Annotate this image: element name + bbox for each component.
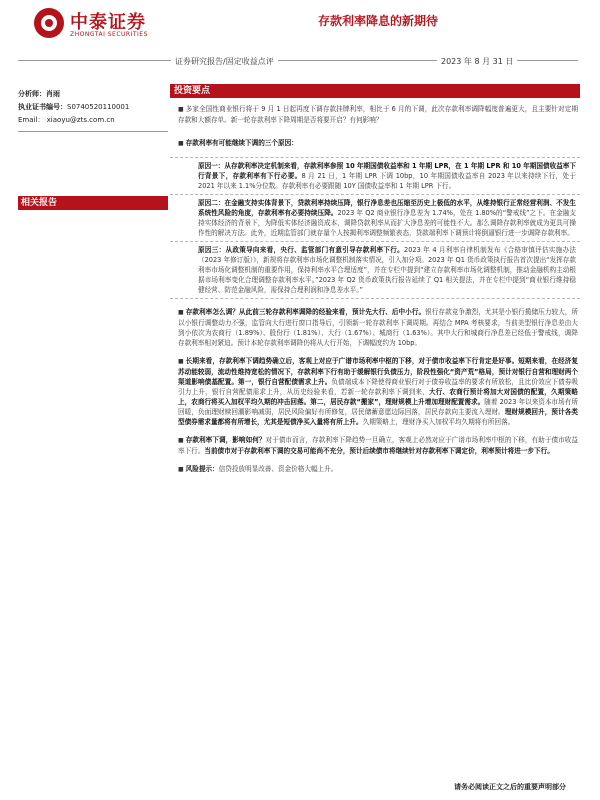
license-label: 执业证书编号： [18, 103, 67, 111]
intro-paragraph: ■ 多家全国性商业银行将于 9 月 1 日起再度下调存款挂牌利率，相比于 6 月的下调，此次存款利率调降幅度普遍更大，且主要针对定期存款和大额存单。新一轮存款利率下降周期是否将要开启？有何影响？ [178, 105, 578, 124]
reason-three-box [170, 242, 580, 299]
related-reports-header: 相关报告 [18, 196, 168, 210]
main-content [170, 84, 580, 475]
question-reasons: ■ 存款利率有可能继续下调的三个原因： [178, 139, 298, 147]
sidebar-divider [18, 131, 168, 132]
analyst-label: 分析师： [18, 90, 46, 98]
section-header: 投资要点 [170, 84, 580, 98]
email-label: Email： [18, 116, 45, 124]
how-to-adjust-paragraph: ■ 存款利率怎么调？从此前三轮存款利率调降的经验来看，预计先大行、后中小行。银行存款竞争激烈，尤其是小银行揽储压力较大，所以小银行调整动力不强，监管向大行进行窗口指导后，引领新一轮存款利率下调周期。再结合 MPA 考核要求，当前美型银行净息差由大到小依次为农商行（1.89%）、股份行（1.81%）、大行（1.67%）、城商行（1.63%）。其中大行和城商行净息差已经低于警戒线，调降存款利率相对紧迫。预计本轮存款利率调降仍将从大行开始，下调幅度约为 10bp。 [178, 308, 579, 347]
reason-two-text: 2023 年 Q2 商业银行净息差为 1.74%，处在 1.80%的“警戒线”之下。在金融支持实体经济的背景下，为降低实体经济融资成本，调降贷款利率从而扩大净息差的可能性不大。那么调降存款利率就成为更具可操作性的解决方法。此外，近期监管部门就存量个人按揭利率调整频繁表态，贷款端利率下调预计将倒逼银行进一步调降存款利率。 [198, 209, 577, 237]
email-address[interactable]: xiaoyu@zts.com.cn [46, 116, 115, 124]
logo-emblem-icon [34, 8, 64, 38]
report-date: 2023 年 8 月 31 日 [437, 56, 517, 67]
risk-paragraph: ■ 风险提示：信贷投放明显改善、资金价格大幅上升。 [178, 465, 338, 473]
reason-three-label: 原因三： [198, 246, 226, 254]
reason-two-box [170, 195, 580, 242]
impact-paragraph: ■ 存款利率下调，影响如何？对于债市而言，存款利率下降趋势一旦确立，客观上必然对应于广谱市场利率中枢的下移，有助于债市收益率下行。当前债市对于存款利率下调的交易可能尚不充分，预计后续债市将继续针对存款利率下调定价，利率预计将进一步下行。 [178, 436, 579, 455]
footer-disclaimer: 请务必阅读正文之后的重要声明部分 [454, 783, 566, 791]
company-logo [34, 8, 164, 44]
page-header [0, 0, 600, 62]
reason-three-bold: 从政策导向来看，央行、监管部门有意引导存款利率下行。 [225, 246, 404, 254]
bullet-icon: ■ [178, 437, 184, 444]
reason-two-label: 原因二： [198, 199, 225, 207]
reason-two-bold: 在金融支持实体背景下，贷款利率持续压降，银行净息差也压缩至历史上极低的水平，从维持银行正常经营利润、不发生系统性风险的角度，存款利率有必要持续压降。 [198, 199, 576, 217]
email-row [18, 114, 168, 127]
document-title: 存款利率降息的新期待 [318, 14, 439, 28]
reason-one-bold: 从存款利率决定机制来看，存款利率参照 10 年期国债收益率和 1 年期 LPR，在 1 年期 LPR 和 10 年期国债收益率下行背景下，存款利率有下行必要。 [198, 162, 576, 180]
bullet-icon: ■ [178, 309, 184, 316]
report-type: 证券研究报告/固定收益点评 [171, 56, 278, 67]
analyst-row [18, 88, 168, 101]
bullet-icon: ■ [178, 140, 184, 147]
logo-english-name: ZHONGTAI SECURITIES [70, 31, 148, 38]
reason-one-text: 8 月 21 日，1 年期 LPR 下调 10bp，10 年期国债收益率自 2023 年以来持续下行，处于 2021 年以来 1.1%分位数。存款利率有必要跟随 10Y 国债收益率和 1 年期 LPR 下行。 [198, 172, 577, 190]
analyst-name: 肖雨 [46, 90, 60, 98]
reason-one-label: 原因一： [198, 162, 225, 170]
bullet-icon: ■ [178, 358, 184, 365]
long-term-paragraph: ■ 长期来看，存款利率下调趋势确立后，客观上对应于广谱市场利率中枢的下移，对于债市收益率下行肯定是好事。短期来看，在经济复苏动能较弱，流动性维持宽松的情况下，存款利率下行有助于缓解银行负债压力，阶段性强化“资产荒”格局，预计对银行自营和理财两个渠道影响债基配置。第一，银行自营配债需求上升。负债端成本下降使得商业银行对于债券收益率的要求有所放松，且比价效应下债券吸引力上升，银行自营配债需求上升，从历史经验来看，若新一轮存款利率下调到来，大行、农商行预计将加大对国债的配置，久期策略上，农商行将买入加权平均久期的冲击回落。第二，居民存款“搬家”，理财规模上升增加理财配置需求。随着 2023 年以来资本市场有所回暖，负面理财赎回潮影响减弱，居民风险偏好有所修复，居民储蓄意愿边际回落，居民存款向主要流入理财。理财规模回升，预计各类型债券需求量都将有所增长，尤其是短债净买入量将有所上升。久期策略上，理财净买入加权平均久期将有所回落。 [178, 357, 579, 426]
sidebar [18, 88, 168, 132]
bullet-icon: ■ [178, 466, 184, 473]
bullet-icon: ■ [178, 106, 184, 113]
license-number: S0740520110001 [67, 103, 130, 111]
reason-three-text: 2023 年 4 月利率自律机制发布《合格审慎评估实施办法（2023 年修订版）》，新规将存款利率市场化调整机制落实情况，引入加分项。2023 年 Q1 货币政策执行报告首次提出“发挥存款利率市场化调整机制的重要作用，保持利率水平合理适度”，并在专栏中提到“建立存款利率市场化调整机制，推动金融机构主动根据市场利率变化合理调整存款利率水平。”2023 年 Q2 货币政策执行报告延续了 Q1 相关提法，并在专栏中提到“商业银行维持稳健经营、防范金融风险，需保持合理利润和净息差水平。” [198, 246, 577, 294]
logo-chinese-name: 中泰证券 [70, 12, 146, 33]
license-row [18, 101, 168, 114]
reason-one-box [170, 157, 580, 195]
